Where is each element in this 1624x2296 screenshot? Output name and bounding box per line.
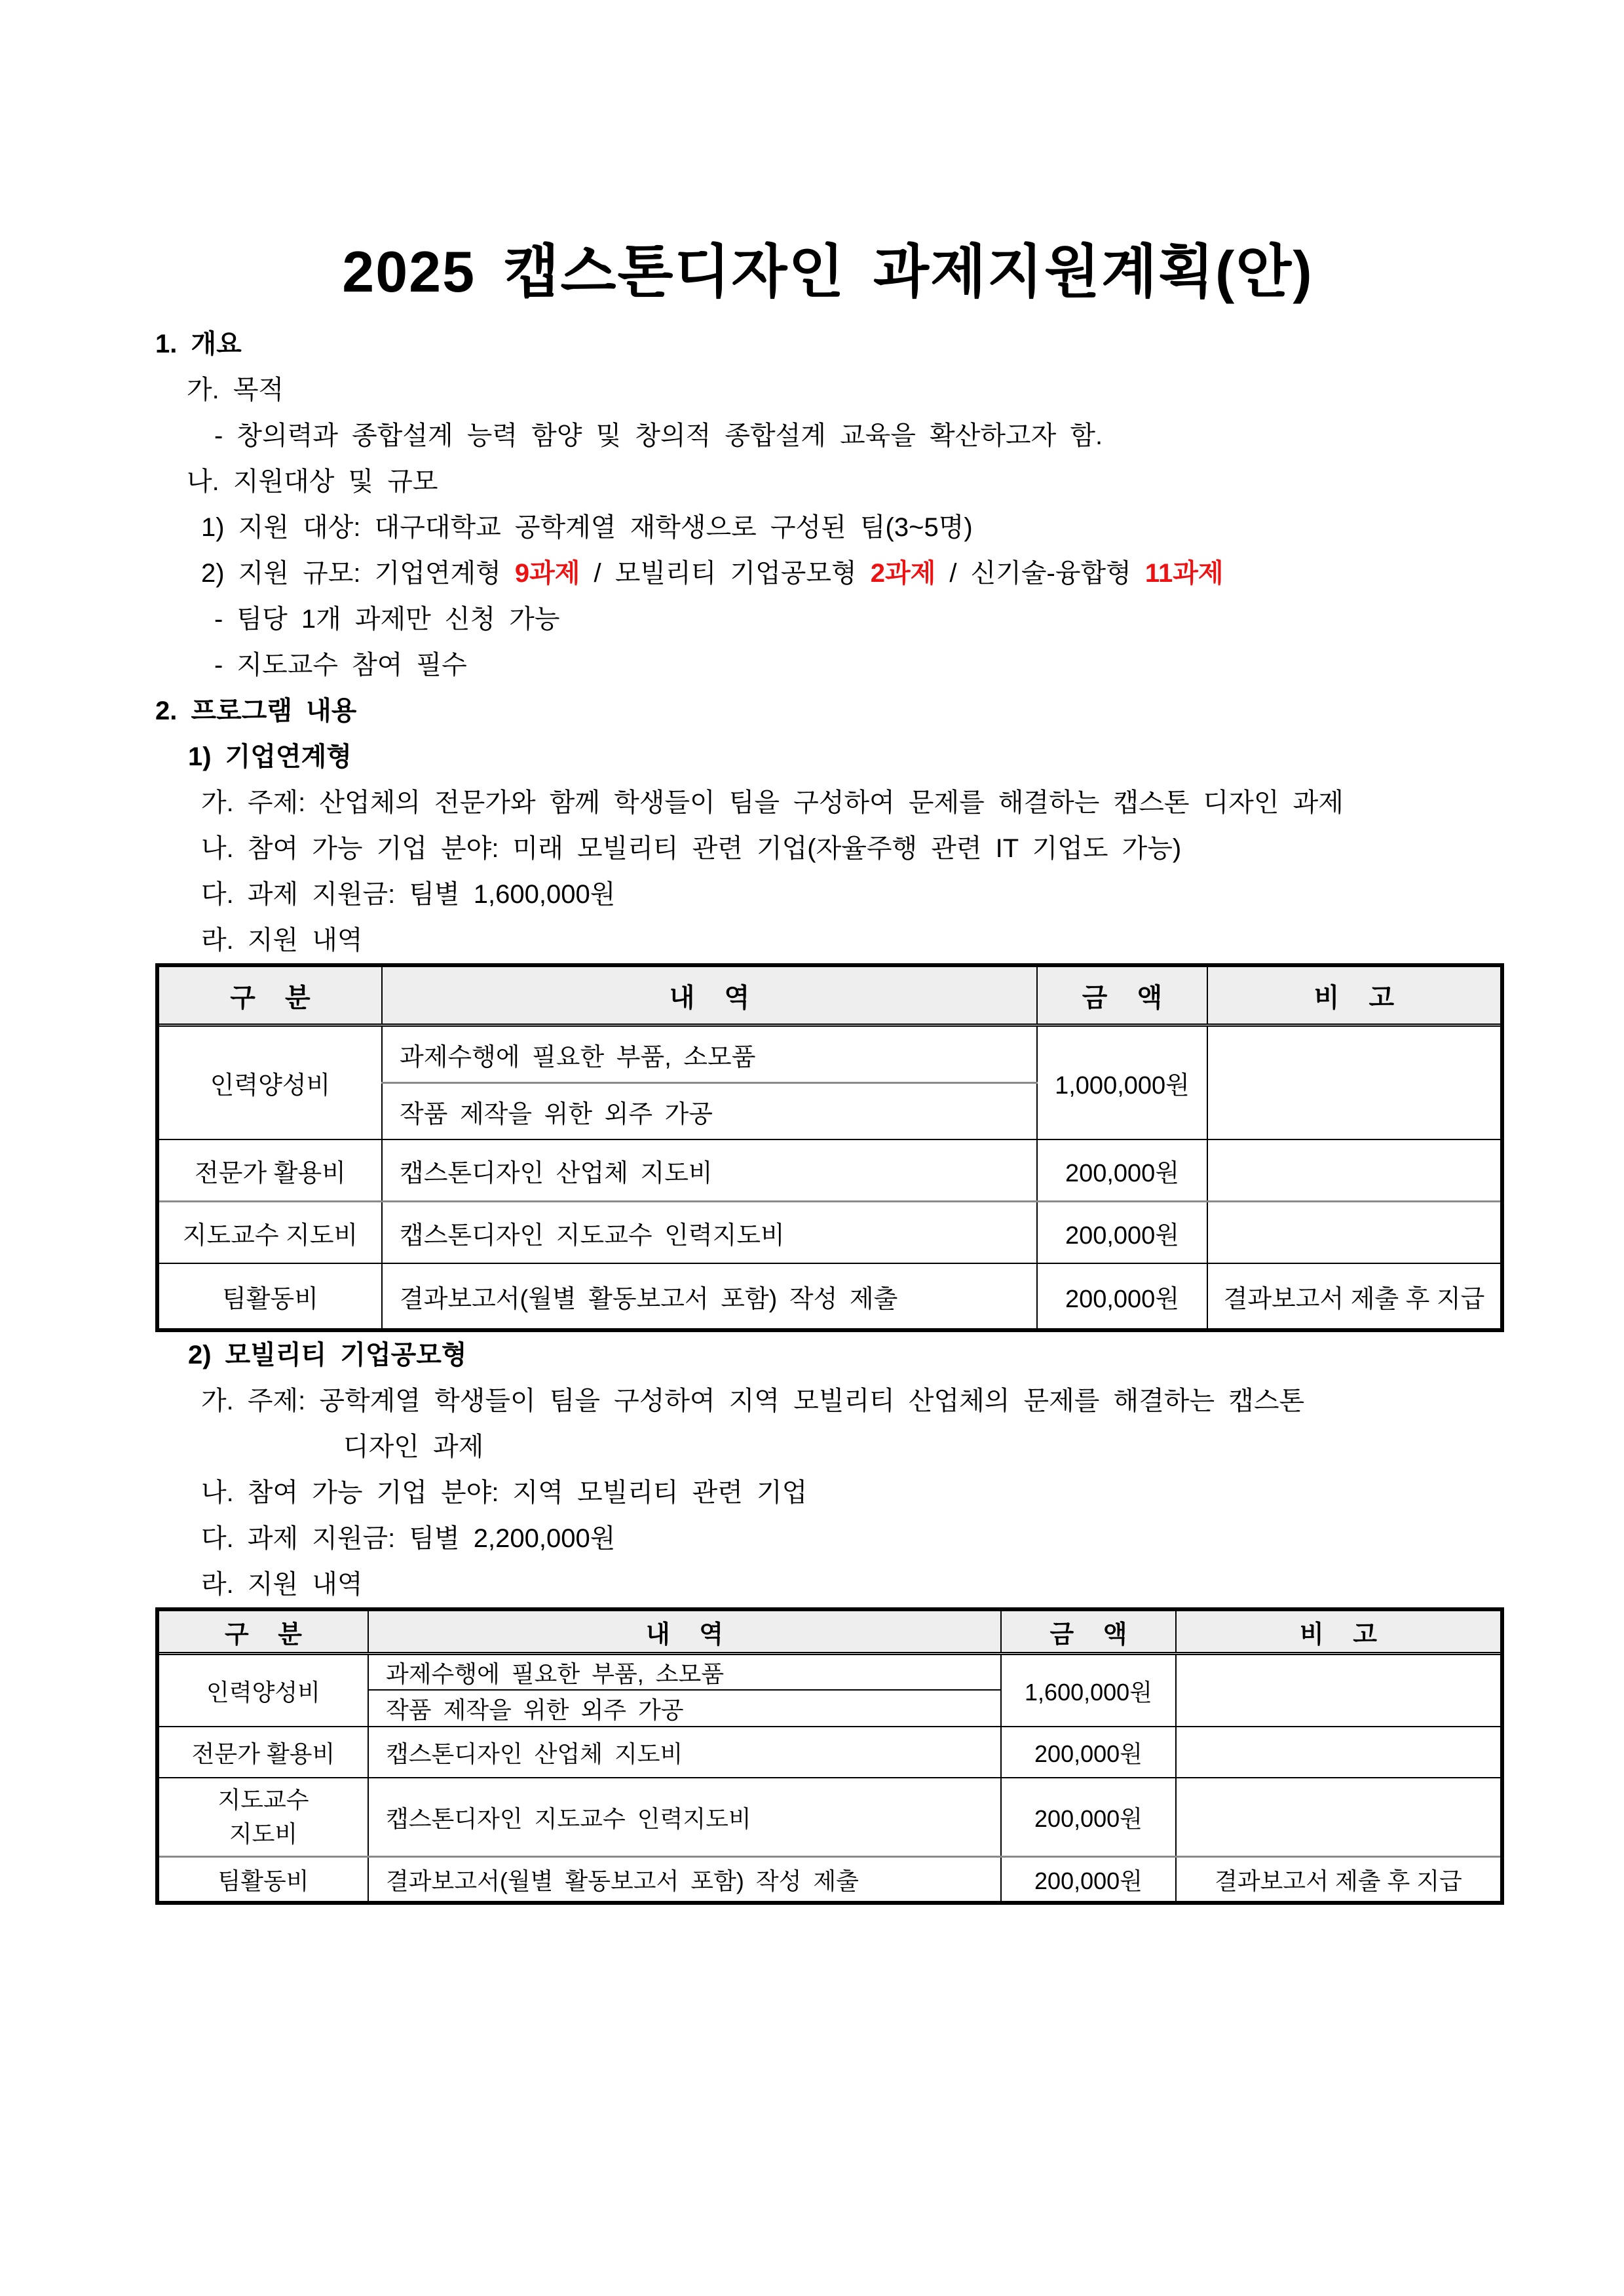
cell-note	[1207, 1025, 1502, 1140]
cell-amount: 200,000원	[1037, 1202, 1207, 1264]
cell-detail: 캡스톤디자인 지도교수 인력지도비	[368, 1778, 1001, 1857]
table-row	[157, 1778, 1502, 1857]
section1-dash-purpose: - 창의력과 종합설계 능력 함양 및 창의적 종합설계 교육을 확산하고자 함.	[214, 421, 1103, 450]
col-header-amount: 금 액	[1001, 1609, 1176, 1654]
cell-category-line2: 지도비	[229, 1820, 298, 1847]
cell-amount: 200,000원	[1037, 1139, 1207, 1202]
col-header-category: 구 분	[157, 965, 382, 1025]
sub2-topic-line1: 가. 주제: 공학계열 학생들이 팀을 구성하여 지역 모빌리티 산업체의 문제를 해결하는 캡스톤	[201, 1387, 1305, 1415]
cell-note	[1176, 1727, 1502, 1778]
scale-segment: / 신기술-융합형	[935, 559, 1145, 588]
cell-detail: 과제수행에 필요한 부품, 소모품	[368, 1654, 1001, 1691]
sub1-grant: 다. 과제 지원금: 팀별 1,600,000원	[201, 880, 616, 909]
cell-detail: 과제수행에 필요한 부품, 소모품	[382, 1025, 1037, 1083]
col-header-note: 비 고	[1176, 1609, 1502, 1654]
cell-category-line1: 지도교수	[217, 1786, 309, 1813]
section2-heading: 2. 프로그램 내용	[155, 697, 357, 725]
document-title: 2025 캡스톤디자인 과제지원계획(안)	[342, 239, 1313, 304]
section1-support-scale	[155, 550, 1500, 596]
table-row	[157, 1654, 1502, 1691]
table-row	[157, 1857, 1502, 1904]
cell-detail: 캡스톤디자인 산업체 지도비	[368, 1727, 1001, 1778]
col-header-note: 비 고	[1207, 965, 1502, 1025]
cell-detail: 캡스톤디자인 산업체 지도비	[382, 1139, 1037, 1202]
cell-amount: 200,000원	[1001, 1778, 1176, 1857]
cell-category: 팀활동비	[157, 1857, 368, 1904]
table-row	[157, 1263, 1502, 1330]
sub2-topic-line2: 디자인 과제	[343, 1432, 484, 1461]
sub2-grant: 다. 과제 지원금: 팀별 2,200,000원	[201, 1524, 616, 1553]
table-row	[157, 1139, 1502, 1202]
sub2-support-detail-label: 라. 지원 내역	[201, 1570, 363, 1599]
sub2-eligible-companies: 나. 참여 가능 기업 분야: 지역 모빌리티 관련 기업	[201, 1478, 808, 1507]
cell-detail: 결과보고서(월별 활동보고서 포함) 작성 제출	[368, 1857, 1001, 1904]
section1-dash-one-task: - 팀당 1개 과제만 신청 가능	[214, 605, 560, 634]
sub1-heading: 1) 기업연계형	[188, 742, 352, 771]
cell-category	[157, 1778, 368, 1857]
section1-item-purpose: 가. 목적	[187, 375, 284, 404]
sub1-topic: 가. 주제: 산업체의 전문가와 함께 학생들이 팀을 구성하여 문제를 해결하는 캡스톤 디자인 과제	[201, 788, 1344, 817]
col-header-detail: 내 역	[382, 965, 1037, 1025]
support-table-mobility	[155, 1607, 1504, 1905]
table-row	[157, 1727, 1502, 1778]
cell-amount: 200,000원	[1001, 1727, 1176, 1778]
cell-detail: 작품 제작을 위한 외주 가공	[382, 1083, 1037, 1140]
sub1-eligible-companies: 나. 참여 가능 기업 분야: 미래 모빌리티 관련 기업(자율주행 관련 IT 기업도 가능)	[201, 834, 1182, 863]
cell-detail: 캡스톤디자인 지도교수 인력지도비	[382, 1202, 1037, 1264]
sub1-support-detail-label: 라. 지원 내역	[201, 926, 363, 955]
col-header-category: 구 분	[157, 1609, 368, 1654]
cell-note	[1207, 1139, 1502, 1202]
cell-amount: 200,000원	[1037, 1263, 1207, 1330]
section1-support-target: 1) 지원 대상: 대구대학교 공학계열 재학생으로 구성된 팀(3~5명)	[201, 513, 973, 542]
section1-item-target: 나. 지원대상 및 규모	[187, 467, 438, 496]
col-header-detail: 내 역	[368, 1609, 1001, 1654]
scale-count-corporate: 9과제	[514, 559, 580, 588]
cell-note	[1207, 1202, 1502, 1264]
cell-note	[1176, 1778, 1502, 1857]
section1-heading: 1. 개요	[155, 330, 242, 358]
cell-category: 전문가 활용비	[157, 1727, 368, 1778]
cell-category: 인력양성비	[157, 1025, 382, 1140]
cell-category: 지도교수 지도비	[157, 1202, 382, 1264]
sub2-heading: 2) 모빌리티 기업공모형	[188, 1341, 467, 1369]
cell-category: 전문가 활용비	[157, 1139, 382, 1202]
cell-detail: 작품 제작을 위한 외주 가공	[368, 1690, 1001, 1727]
cell-detail: 결과보고서(월별 활동보고서 포함) 작성 제출	[382, 1263, 1037, 1330]
cell-note: 결과보고서 제출 후 지급	[1176, 1857, 1502, 1904]
col-header-amount: 금 액	[1037, 965, 1207, 1025]
scale-count-newtech: 11과제	[1144, 559, 1224, 588]
scale-count-mobility: 2과제	[870, 559, 936, 588]
cell-note: 결과보고서 제출 후 지급	[1207, 1263, 1502, 1330]
cell-amount: 1,000,000원	[1037, 1025, 1207, 1140]
table-row	[157, 1025, 1502, 1083]
scale-segment: / 모빌리티 기업공모형	[580, 559, 871, 588]
cell-note	[1176, 1654, 1502, 1727]
cell-amount: 200,000원	[1001, 1857, 1176, 1904]
cell-amount: 1,600,000원	[1001, 1654, 1176, 1727]
table-header-row	[157, 965, 1502, 1025]
cell-category: 팀활동비	[157, 1263, 382, 1330]
table-header-row	[157, 1609, 1502, 1654]
support-table-corporate	[155, 963, 1504, 1332]
table-row	[157, 1202, 1502, 1264]
cell-category: 인력양성비	[157, 1654, 368, 1727]
section1-dash-advisor: - 지도교수 참여 필수	[214, 651, 467, 679]
scale-segment: 2) 지원 규모: 기업연계형	[201, 559, 515, 588]
